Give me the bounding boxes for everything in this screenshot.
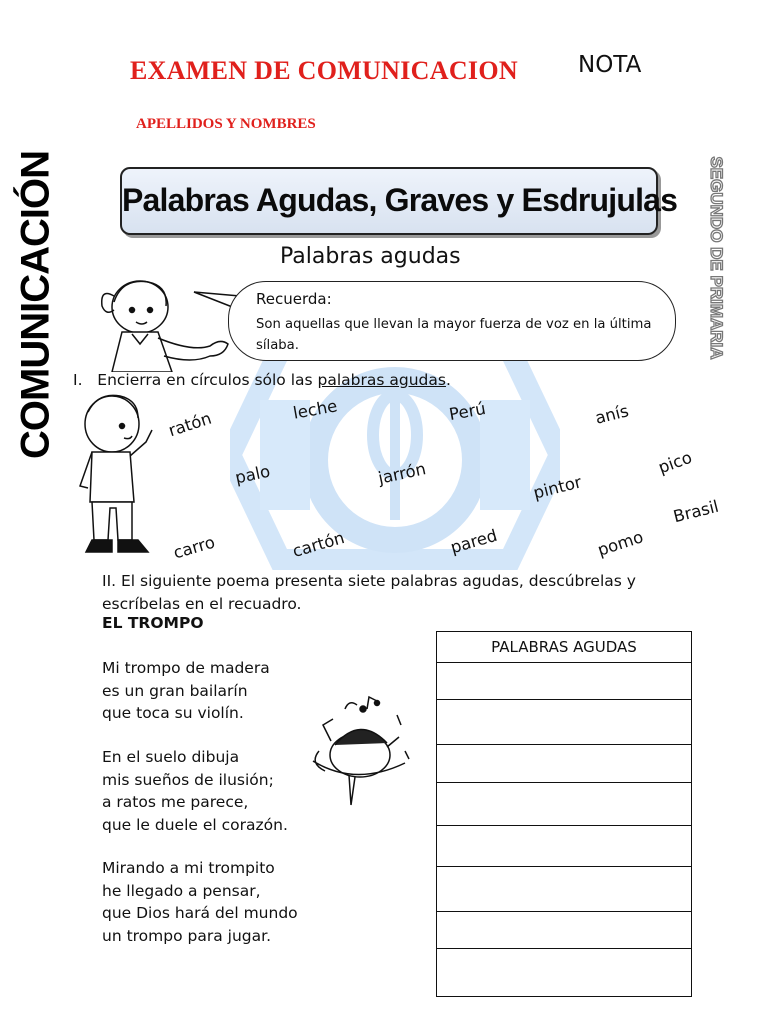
question-2-text: El siguiente poema presenta siete palabras agudas, descúbrelas y escríbelas en el recuadro.	[102, 572, 636, 613]
answer-row[interactable]	[437, 783, 691, 826]
word-option[interactable]: leche	[291, 396, 339, 423]
poem-line: mis sueños de ilusión;	[102, 771, 274, 789]
topic-banner-title: Palabras Agudas, Graves y Esdrujulas	[122, 182, 678, 218]
grade-label: NOTA	[578, 52, 642, 78]
question-1-keyword: palabras agudas	[317, 371, 446, 389]
word-option[interactable]: jarrón	[376, 459, 428, 488]
word-option[interactable]: palo	[233, 461, 272, 488]
answer-row[interactable]	[437, 949, 691, 996]
question-1-number: I.	[73, 371, 83, 389]
question-2-number: II.	[102, 572, 117, 590]
student-name-label: APELLIDOS Y NOMBRES	[136, 116, 316, 132]
answer-row[interactable]	[437, 664, 691, 700]
spinning-top-illustration	[305, 695, 415, 810]
poem-line: Mirando a mi trompito	[102, 859, 275, 877]
poem-line: a ratos me parece,	[102, 793, 249, 811]
word-option[interactable]: Perú	[447, 398, 488, 425]
topic-banner	[120, 167, 678, 235]
word-option[interactable]: pared	[448, 525, 500, 558]
poem-line: un trompo para jugar.	[102, 927, 271, 945]
grade-level-side-text: SEGUNDO DE PRIMARIA	[707, 156, 726, 360]
question-1-text: Encierra en círculos sólo las	[97, 371, 318, 389]
word-option[interactable]: Brasil	[671, 496, 721, 527]
question-1-end: .	[445, 371, 451, 389]
answer-table-header: PALABRAS AGUDAS	[437, 632, 691, 663]
word-option[interactable]: pomo	[595, 527, 646, 560]
poem-line: he llegado a pensar,	[102, 882, 261, 900]
question-1	[73, 371, 451, 389]
subject-side-text: COMUNICACIÓN	[13, 151, 58, 459]
answer-row[interactable]	[437, 912, 691, 949]
poem-line: es un gran bailarín	[102, 682, 248, 700]
poem-line: que le duele el corazón.	[102, 816, 288, 834]
reminder-definition: Son aquellas que llevan la mayor fuerza de voz en la última sílaba.	[256, 317, 652, 353]
word-option[interactable]: pico	[655, 447, 695, 478]
word-option[interactable]: carro	[171, 532, 218, 563]
boy-illustration	[72, 390, 162, 565]
poem-line: Mi trompo de madera	[102, 659, 270, 677]
word-option[interactable]: pintor	[531, 472, 584, 503]
answer-row[interactable]	[437, 867, 691, 912]
reminder-speech-bubble	[228, 281, 676, 361]
poem-line: que toca su violín.	[102, 704, 244, 722]
answer-row[interactable]	[437, 700, 691, 745]
poem-title: EL TROMPO	[102, 614, 204, 632]
girl-illustration	[92, 272, 242, 372]
reminder-heading: Recuerda:	[256, 290, 332, 308]
exam-title: EXAMEN DE COMUNICACION	[130, 56, 518, 85]
word-option[interactable]: anís	[593, 401, 631, 428]
grade-level-side-label	[700, 158, 732, 358]
word-option[interactable]: cartón	[290, 528, 347, 561]
subject-side-label	[10, 150, 62, 460]
section-subtitle: Palabras agudas	[280, 244, 461, 269]
answer-table	[436, 631, 692, 997]
answer-row[interactable]	[437, 745, 691, 783]
poem-line: que Dios hará del mundo	[102, 904, 298, 922]
answer-row[interactable]	[437, 826, 691, 867]
word-option[interactable]: ratón	[166, 408, 214, 441]
question-2	[102, 570, 702, 616]
poem-line: En el suelo dibuja	[102, 748, 240, 766]
